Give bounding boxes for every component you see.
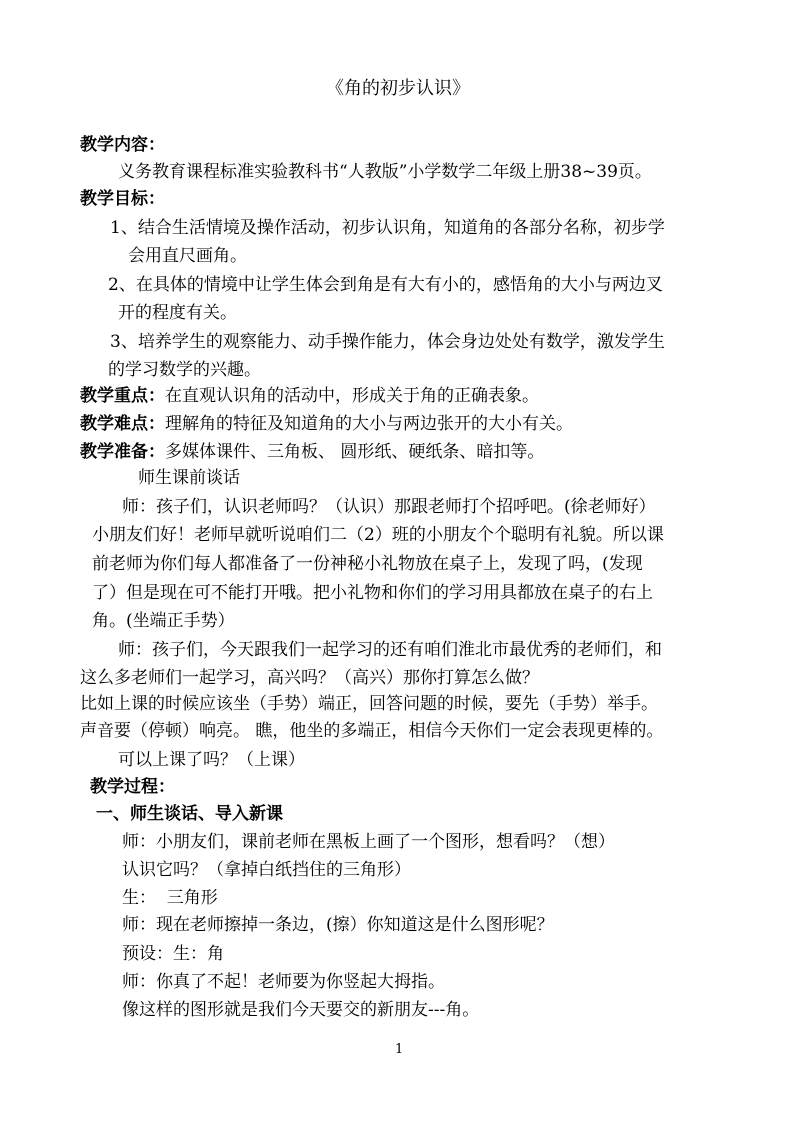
goal-1-line-2: 会用直尺画角。 [128,246,247,266]
section-1-line-3: 生： 三角形 [122,888,218,908]
key-point-label: 教学重点： [80,386,165,406]
pre-class-line-9: 声音要（停顿）响亮。 瞧，他坐的多端正，相信今天你们一定会表现更棒的。 [80,721,664,741]
preparation [80,444,544,461]
section-1-heading: 一、师生谈话、导入新课 [96,804,283,824]
goals-heading: 教学目标： [80,189,165,209]
section-1-line-2: 认识它吗？（拿掉白纸挡住的三角形） [122,860,411,880]
pre-class-line-2: 小朋友们好！老师早就听说咱们二（2）班的小朋友个个聪明有礼貌。所以课 [92,525,664,545]
pre-class-line-7: 这么多老师们一起学习，高兴吗？（高兴）那你打算怎么做？ [80,668,539,688]
pre-class-title: 师生课前谈话 [138,468,240,488]
pre-class-line-8: 比如上课的时候应该坐（手势）端正，回答问题的时候，要先（手势）举手。 [80,694,658,714]
pre-class-line-4: 了）但是现在可不能打开哦。把小礼物和你们的学习用具都放在桌子的右上 [92,583,653,603]
section-1-line-6: 师：你真了不起！老师要为你竖起大拇指。 [122,972,445,992]
section-1-line-5: 预设：生：角 [122,944,224,964]
pre-class-line-3: 前老师为你们每人都准备了一份神秘小礼物放在桌子上，发现了吗，(发现 [92,554,643,574]
difficulty-label: 教学难点： [80,414,165,434]
section-1-line-7: 像这样的图形就是我们今天要交的新朋友---角。 [122,1000,480,1020]
preparation-text: 多媒体课件、三角板、 圆形纸、硬纸条、暗扣等。 [165,442,545,462]
goal-1-line-1: 1、结合生活情境及操作活动，初步认识角，知道角的各部分名称，初步学 [110,218,665,238]
difficulty-point [80,416,573,433]
key-point-text: 在直观认识角的活动中，形成关于角的正确表象。 [165,386,539,406]
key-point [80,388,539,405]
pre-class-line-10: 可以上课了吗？（上课） [118,750,305,770]
content-heading: 教学内容： [80,135,165,155]
goal-2-line-1: 2、在具体的情境中让学生体会到角是有大有小的，感悟角的大小与两边叉 [108,275,663,295]
goal-2-line-2: 开的程度有关。 [118,303,237,323]
difficulty-text: 理解角的特征及知道角的大小与两边张开的大小有关。 [165,414,573,434]
pre-class-line-1: 师：孩子们，认识老师吗？（认识）那跟老师打个招呼吧。(徐老师好） [122,497,656,517]
pre-class-line-5: 角。(坐端正手势） [92,611,235,631]
process-heading: 教学过程： [90,777,175,797]
content-text: 义务教育课程标准实验教科书“人教版”小学数学二年级上册38~39页。 [118,162,652,182]
preparation-label: 教学准备： [80,442,165,462]
goal-3-line-1: 3、培养学生的观察能力、动手操作能力，体会身边处处有数学，激发学生 [110,332,665,352]
document-title: 《角的初步认识》 [326,78,470,99]
page-number: 1 [395,1042,404,1057]
pre-class-line-6: 师：孩子们，今天跟我们一起学习的还有咱们淮北市最优秀的老师们，和 [118,640,662,660]
goal-3-line-2: 的学习数学的兴趣。 [108,360,261,380]
section-1-line-4: 师：现在老师擦掉一条边，(擦）你知道这是什么图形呢？ [122,915,554,935]
section-1-line-1: 师：小朋友们，课前老师在黑板上画了一个图形，想看吗？（想） [122,832,615,852]
